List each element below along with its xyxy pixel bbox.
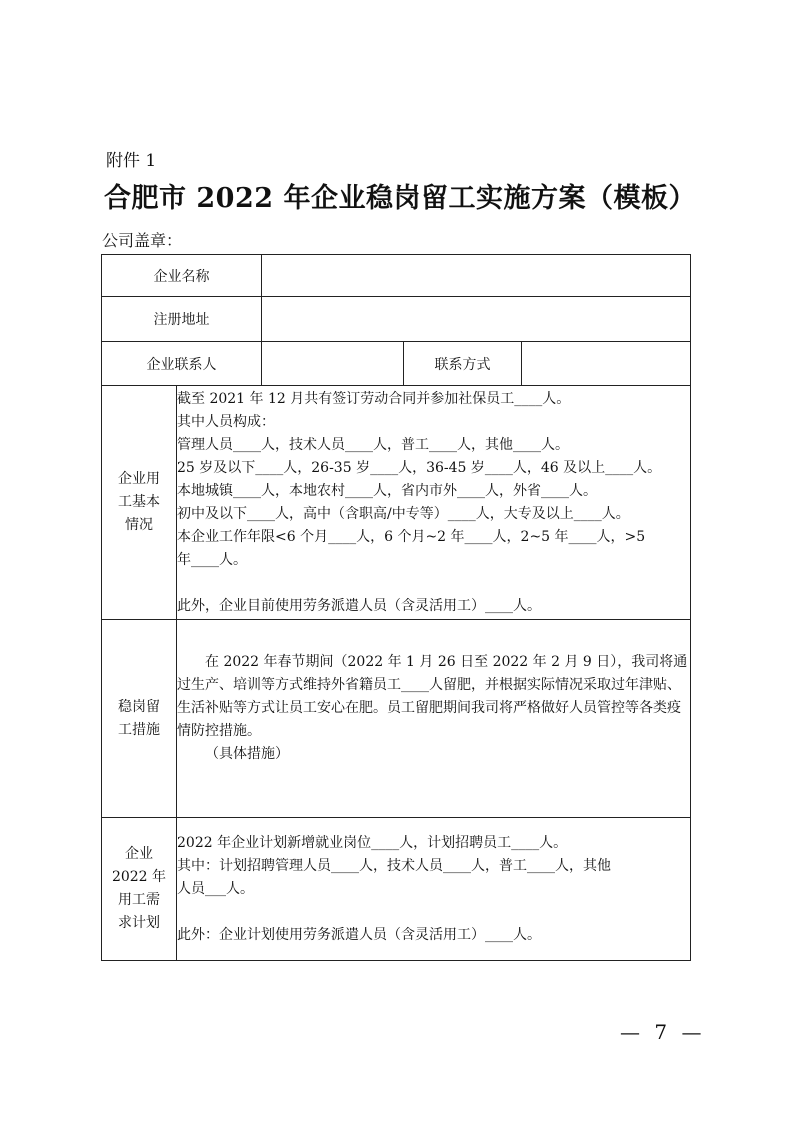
basic-line: 截至 2021 年 12 月共有签订劳动合同并参加社保员工____人。: [177, 390, 571, 407]
basic-extra: 此外，企业目前使用劳务派遣人员（含灵活用工）____人。: [177, 597, 541, 614]
basic-label-line: 企业用: [118, 471, 160, 487]
contact-method-label: 联系方式: [404, 342, 522, 386]
basic-line: 25 岁及以下____人，26-35 岁____人，36-45 岁____人，46 及以上____人。: [177, 459, 662, 476]
measures-content[interactable]: [177, 620, 691, 818]
row-basic-info: [102, 386, 691, 620]
basic-info-content[interactable]: [177, 386, 691, 620]
basic-line: 管理人员____人，技术人员____人，普工____人，其他____人。: [177, 436, 569, 453]
reg-address-field[interactable]: [262, 297, 691, 342]
basic-line: 年____人。: [177, 551, 247, 568]
plan-label-line: 求计划: [118, 915, 160, 931]
attachment-label: 附件 1: [106, 151, 157, 171]
company-stamp-label: 公司盖章：: [102, 231, 183, 250]
plan-extra: 此外：企业计划使用劳务派遣人员（含灵活用工）____人。: [177, 926, 541, 943]
contact-person-field[interactable]: [262, 342, 404, 386]
basic-info-label: [102, 386, 177, 620]
row-company-name: [102, 255, 691, 297]
basic-label-line: 情况: [125, 517, 153, 533]
basic-line: 本地城镇____人，本地农村____人，省内市外____人，外省____人。: [177, 482, 597, 499]
plan-label-line: 企业: [125, 846, 153, 862]
company-name-field[interactable]: [262, 255, 691, 297]
measures-label-line: 工措施: [118, 721, 160, 738]
measures-specific: （具体措施）: [205, 746, 289, 762]
plan-form-table: [101, 254, 691, 961]
plan-line: 人员___人。: [177, 880, 254, 897]
plan-line: 2022 年企业计划新增就业岗位____人，计划招聘员工____人。: [177, 834, 568, 851]
row-contact: [102, 342, 691, 386]
plan-label-line: 用工需: [118, 892, 160, 908]
page-number: — 7 —: [620, 1020, 706, 1044]
page-title: 合肥市 2022 年企业稳岗留工实施方案（模板）: [104, 183, 696, 214]
plan-content[interactable]: [177, 818, 691, 961]
measures-label: [102, 620, 177, 818]
contact-person-label: 企业联系人: [102, 342, 262, 386]
measures-label-line: 稳岗留: [118, 698, 160, 715]
contact-method-field[interactable]: [522, 342, 691, 386]
company-name-label: 企业名称: [102, 255, 262, 297]
plan-label: [102, 818, 177, 961]
row-measures: [102, 620, 691, 818]
row-plan: [102, 818, 691, 961]
basic-line: 其中人员构成：: [177, 413, 275, 430]
basic-line: 本企业工作年限<6 个月____人，6 个月~2 年____人，2~5 年____人，>5: [177, 528, 646, 545]
row-reg-address: [102, 297, 691, 342]
plan-label-line: 2022 年: [111, 869, 167, 885]
basic-line: 初中及以下____人，高中（含职高/中专等）____人，大专及以上____人。: [177, 505, 630, 522]
basic-label-line: 工基本: [118, 494, 160, 510]
reg-address-label: 注册地址: [102, 297, 262, 342]
measures-paragraph: 在 2022 年春节期间（2022 年 1 月 26 日至 2022 年 2 月 9 日），我司将通过生产、培训等方式维持外省籍员工____人留肥，并根据实际情况采取过年津贴、生活补贴等方式让员工安心在肥。员工留肥期间我司将严格做好人员管控等各类疫情防控措施。: [177, 654, 688, 739]
plan-line: 其中：计划招聘管理人员____人，技术人员____人，普工____人，其他: [177, 857, 611, 874]
